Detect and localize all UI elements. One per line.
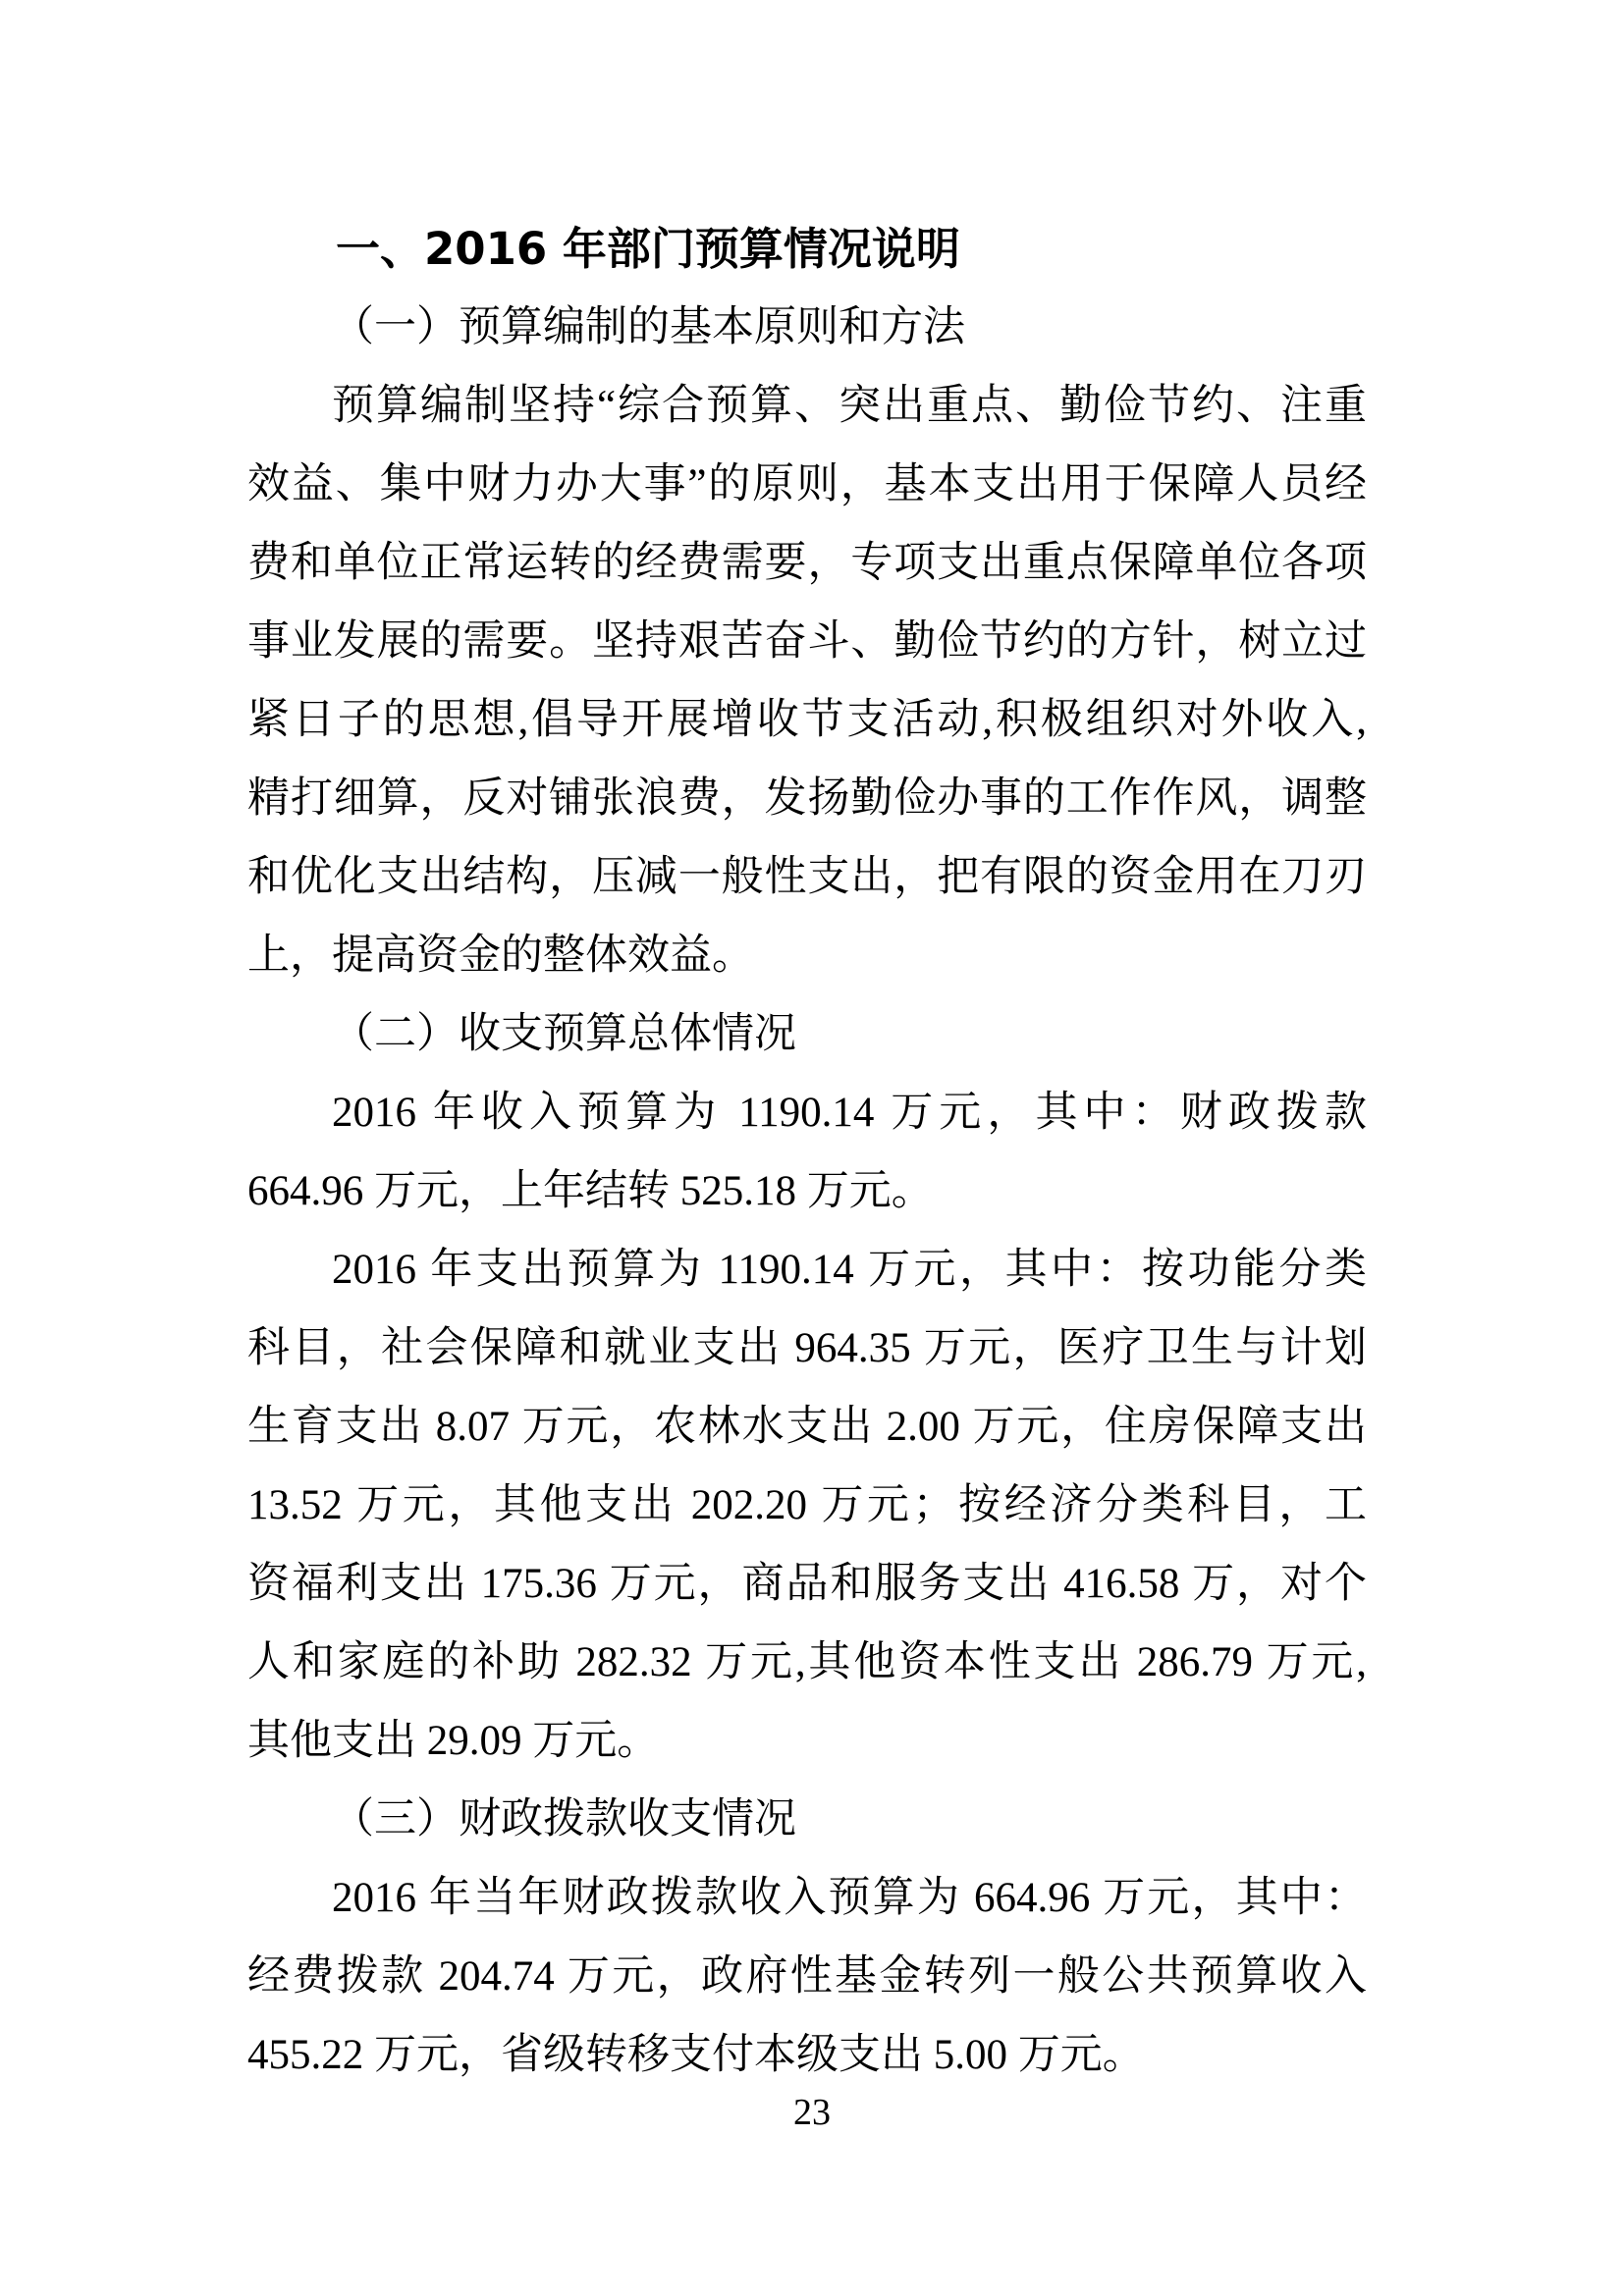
paragraph-line: 13.52 万元，其他支出 202.20 万元；按经济分类科目，工 (247, 1482, 1367, 1528)
paragraph-line: 2016 年支出预算为 1190.14 万元，其中：按功能分类 (332, 1247, 1367, 1293)
paragraph-line: 事业发展的需要。坚持艰苦奋斗、勤俭节约的方针，树立过 (247, 618, 1367, 665)
paragraph-line: 费和单位正常运转的经费需要，专项支出重点保障单位各项 (247, 540, 1367, 586)
paragraph-line: 经费拨款 204.74 万元，政府性基金转列一般公共预算收入 (247, 1953, 1367, 2000)
paragraph-line: 科目，社会保障和就业支出 964.35 万元，医疗卫生与计划 (247, 1325, 1367, 1371)
paragraph-line: 生育支出 8.07 万元，农林水支出 2.00 万元，住房保障支出 (247, 1404, 1367, 1450)
document-body (247, 210, 1367, 2095)
subsection-heading: （三）财政拨款收支情况 (332, 1796, 796, 1842)
paragraph-line: 效益、集中财力办大事”的原则，基本支出用于保障人员经 (247, 461, 1367, 507)
paragraph-line: 紧日子的思想,倡导开展增收节支活动,积极组织对外收入, (247, 697, 1367, 743)
paragraph-line: 精打细算，反对铺张浪费，发扬勤俭办事的工作作风，调整 (247, 775, 1367, 822)
paragraph-line: 其他支出 29.09 万元。 (247, 1718, 660, 1764)
paragraph-line: 664.96 万元，上年结转 525.18 万元。 (247, 1168, 934, 1214)
page-footer (0, 2091, 1624, 2134)
paragraph-line: 455.22 万元，省级转移支付本级支出 5.00 万元。 (247, 2032, 1145, 2078)
section-heading: 一、2016 年部门预算情况说明 (336, 223, 960, 275)
paragraph-line: 人和家庭的补助 282.32 万元,其他资本性支出 286.79 万元, (247, 1639, 1367, 1685)
paragraph-line: 上，提高资金的整体效益。 (247, 933, 754, 979)
paragraph-line: 预算编制坚持“综合预算、突出重点、勤俭节约、注重 (332, 383, 1367, 429)
subsection-heading: （一）预算编制的基本原则和方法 (332, 304, 965, 350)
paragraph-line: 和优化支出结构，压减一般性支出，把有限的资金用在刀刃 (247, 854, 1367, 900)
paragraph-line: 2016 年当年财政拨款收入预算为 664.96 万元，其中： (332, 1875, 1367, 1921)
page-number: 23 (793, 2092, 831, 2133)
subsection-heading: （二）收支预算总体情况 (332, 1011, 796, 1057)
paragraph-line: 2016 年收入预算为 1190.14 万元，其中：财政拨款 (332, 1090, 1367, 1136)
paragraph-line: 资福利支出 175.36 万元，商品和服务支出 416.58 万，对个 (247, 1561, 1367, 1607)
